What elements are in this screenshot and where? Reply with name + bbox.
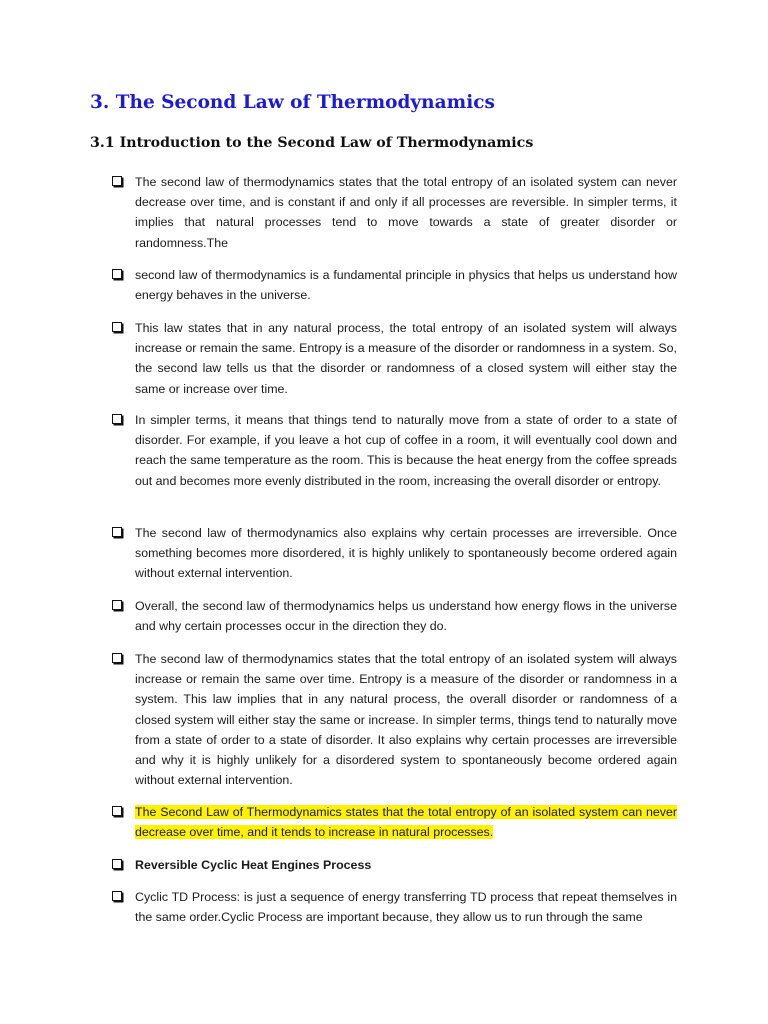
checkbox-bullet-icon xyxy=(112,806,122,816)
checkbox-bullet-icon xyxy=(112,269,122,279)
bullet-text: Cyclic TD Process: is just a sequence of energy transferring TD process that repeat themselves in the same order.Cyclic Process are important because, they allow us to run through the same xyxy=(135,890,677,925)
bullet-text: This law states that in any natural process, the total entropy of an isolated system will always increase or remain the same. Entropy is a measure of the disorder or randomness in a system. So, the second law tells us that the disorder or randomness of a closed system will either stay the same or increase over time. xyxy=(135,321,677,396)
checkbox-bullet-icon xyxy=(112,859,122,869)
bullet-text-heading: Reversible Cyclic Heat Engines Process xyxy=(135,858,372,872)
section-title: 3.1 Introduction to the Second Law of Thermodynamics xyxy=(90,135,534,151)
checkbox-bullet-icon xyxy=(112,600,122,610)
bullet-text-highlighted xyxy=(135,802,677,842)
bullet-text: Overall, the second law of thermodynamics helps us understand how energy flows in the universe and why certain processes occur in the direction they do. xyxy=(135,599,677,634)
bullet-text: second law of thermodynamics is a fundamental principle in physics that helps us understand how energy behaves in the universe. xyxy=(135,268,677,303)
checkbox-bullet-icon xyxy=(112,176,122,186)
highlight-mark: The Second Law of Thermodynamics states that the total entropy of an isolated system can never decrease over time, and it tends to increase in natural processes. xyxy=(135,805,677,840)
checkbox-bullet-icon xyxy=(112,891,122,901)
checkbox-bullet-icon xyxy=(112,414,122,424)
bullet-text: In simpler terms, it means that things tend to naturally move from a state of order to a state of disorder. For example, if you leave a hot cup of coffee in a room, it will eventually cool down and reach the same temperature as the room. This is because the heat energy from the coffee spreads out and becomes more evenly distributed in the room, increasing the overall disorder or entropy. xyxy=(135,413,677,488)
bullet-text: The second law of thermodynamics states that the total entropy of an isolated system will always increase or remain the same over time. Entropy is a measure of the disorder or randomness in a system. This law implies that in any natural process, the overall disorder or randomness of a closed system will either stay the same or increase. In simpler terms, things tend to naturally move from a state of order to a state of disorder. It also explains why certain processes are irreversible and why it is highly unlikely for a disordered system to spontaneously become ordered again without external intervention. xyxy=(135,652,677,788)
bullet-text: The second law of thermodynamics also explains why certain processes are irreversible. Once something becomes more disordered, it is highly unlikely to spontaneously become ordered again without external intervention. xyxy=(135,526,677,581)
chapter-title: 3. The Second Law of Thermodynamics xyxy=(90,92,495,113)
checkbox-bullet-icon xyxy=(112,322,122,332)
checkbox-bullet-icon xyxy=(112,527,122,537)
bullet-text: The second law of thermodynamics states that the total entropy of an isolated system can never decrease over time, and is constant if and only if all processes are reversible. In simpler terms, it implies that natural processes tend to move towards a state of greater disorder or randomness.The xyxy=(135,175,677,250)
checkbox-bullet-icon xyxy=(112,653,122,663)
